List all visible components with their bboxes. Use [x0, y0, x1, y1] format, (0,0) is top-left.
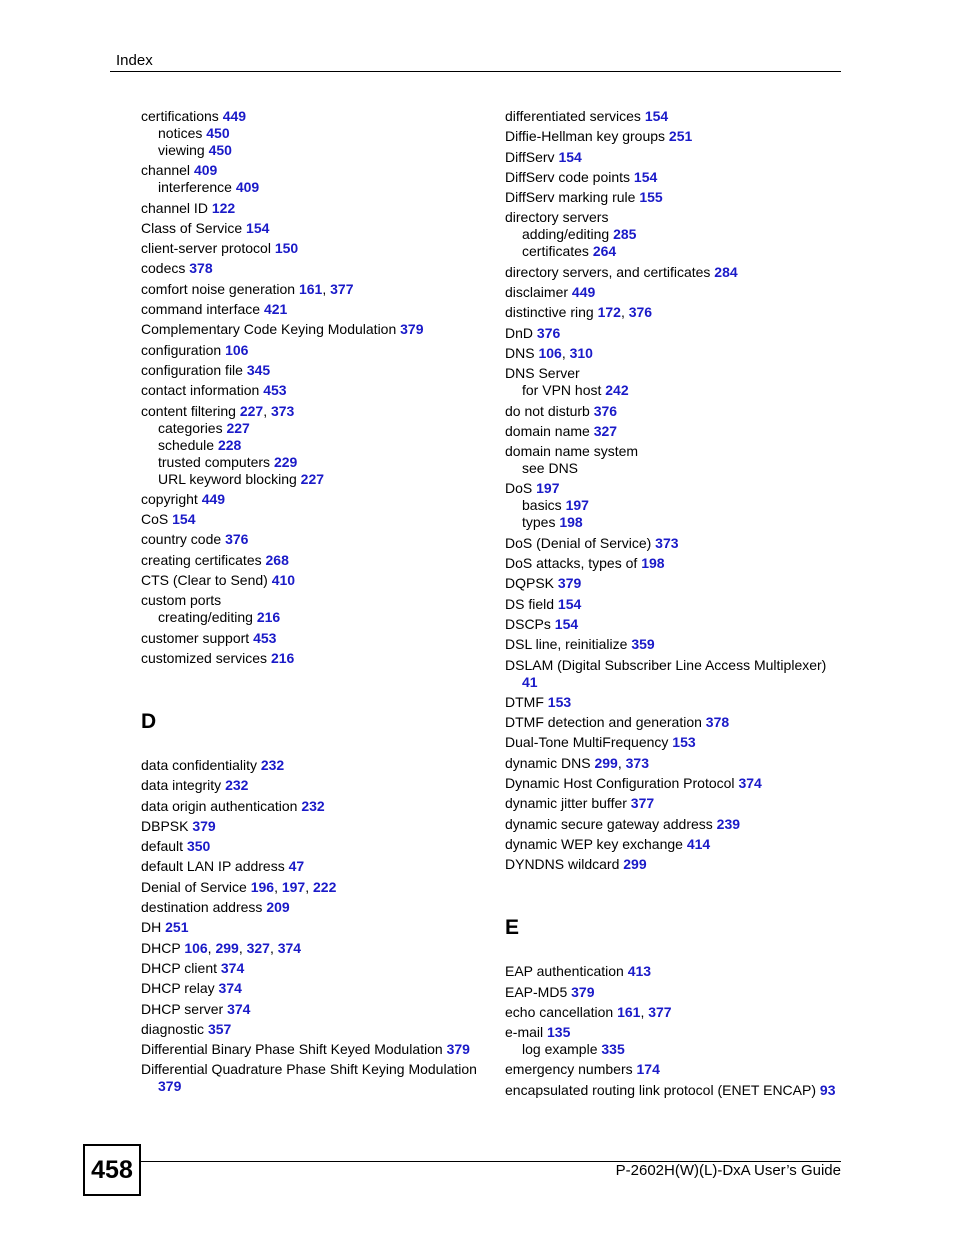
page-link[interactable]: 41: [522, 673, 538, 690]
index-entry: [505, 856, 845, 873]
index-term: e-mail: [505, 1024, 544, 1041]
index-subentry: [505, 243, 845, 260]
index-entry: [141, 630, 491, 647]
index-entry: [505, 365, 845, 382]
page-link[interactable]: 174: [636, 1061, 660, 1078]
index-term: DTMF detection and generation: [505, 714, 702, 731]
index-term: directory servers, and certificates: [505, 263, 711, 280]
page-link[interactable]: 227: [239, 402, 264, 419]
index-term: Denial of Service: [141, 878, 247, 895]
page-link[interactable]: 376: [628, 304, 653, 321]
index-term: DoS attacks, types of: [505, 555, 638, 572]
page-link[interactable]: 228: [217, 436, 242, 453]
index-entry: [141, 240, 491, 257]
index-subentry: [141, 420, 491, 437]
index-term: EAP authentication: [505, 963, 624, 980]
page-link[interactable]: 357: [207, 1020, 232, 1037]
index-term: customized services: [141, 649, 268, 666]
page-link[interactable]: 227: [300, 470, 325, 487]
index-entry: [141, 592, 491, 609]
index-entry: [141, 552, 491, 569]
index-term: DNS Server: [505, 365, 580, 382]
page-link[interactable]: 229: [273, 453, 298, 470]
index-term: command interface: [141, 301, 261, 318]
index-term: DoS (Denial of Service): [505, 534, 652, 551]
page-link[interactable]: 197: [565, 497, 589, 514]
page-link[interactable]: 378: [189, 260, 213, 277]
index-term: dynamic jitter buffer: [505, 795, 627, 812]
page-link[interactable]: 379: [557, 575, 582, 592]
index-term: default LAN IP address: [141, 858, 285, 875]
index-term: data origin authentication: [141, 797, 298, 814]
page-link[interactable]: 373: [625, 754, 649, 771]
index-term: content filtering: [141, 402, 236, 419]
index-entry: [141, 838, 491, 855]
page-link[interactable]: 197: [536, 480, 560, 497]
index-entry: [505, 734, 845, 751]
page-link[interactable]: 154: [172, 511, 196, 528]
page-link[interactable]: 154: [554, 615, 579, 632]
page-link[interactable]: 197: [281, 878, 306, 895]
page-link[interactable]: 216: [270, 649, 295, 666]
index-term: custom ports: [141, 592, 222, 609]
index-term: DHCP client: [141, 959, 217, 976]
page-link[interactable]: 198: [559, 514, 583, 531]
page-link[interactable]: 284: [714, 263, 738, 280]
page-link[interactable]: 299: [215, 939, 239, 956]
index-column-left: [141, 108, 491, 1099]
index-term: see DNS: [522, 460, 579, 477]
page-link[interactable]: 421: [263, 301, 288, 318]
index-subentry: [141, 437, 491, 454]
index-term: data integrity: [141, 777, 222, 794]
guide-title: P-2602H(W)(L)-DxA User’s Guide: [615, 1162, 841, 1179]
index-term: data confidentiality: [141, 756, 257, 773]
page-link[interactable]: 379: [192, 817, 216, 834]
page-link[interactable]: 106: [538, 344, 562, 361]
section-letter: D: [141, 709, 157, 733]
page-link[interactable]: 239: [716, 815, 741, 832]
index-term: copyright: [141, 490, 198, 507]
page-link[interactable]: 232: [260, 756, 285, 773]
index-entry: [505, 714, 845, 731]
page-link[interactable]: 154: [558, 148, 582, 165]
index-term: Class of Service: [141, 219, 243, 236]
index-entry: [505, 616, 845, 633]
index-term: differentiated services: [505, 108, 641, 124]
index-entry: [505, 169, 845, 186]
index-entry: [505, 403, 845, 420]
page-link[interactable]: 299: [623, 856, 647, 873]
index-subentry: [141, 125, 491, 142]
page-link[interactable]: 350: [186, 838, 211, 855]
page-link[interactable]: 154: [633, 168, 658, 185]
index-entry: [141, 362, 491, 379]
page-link[interactable]: 135: [547, 1024, 571, 1041]
index-entry: dynamic DNS 299, 373: [505, 754, 649, 771]
index-entry: [505, 149, 845, 166]
index-entry: [141, 220, 491, 237]
index-entry: [141, 321, 491, 338]
index-subentry: [505, 226, 845, 243]
page-link[interactable]: 377: [330, 280, 354, 297]
index-term: EAP-MD5: [505, 983, 568, 1000]
index-term: DSL line, reinitialize: [505, 636, 628, 653]
page-link[interactable]: 345: [246, 361, 271, 378]
index-term: DoS: [505, 480, 533, 497]
page-link[interactable]: 268: [265, 551, 289, 568]
index-entry: distinctive ring 172, 376: [505, 304, 653, 321]
index-term: viewing: [158, 142, 205, 158]
index-term: emergency numbers: [505, 1061, 633, 1078]
index-entry: [141, 260, 491, 277]
index-entry: [141, 200, 491, 217]
index-entry: [141, 798, 491, 815]
index-entry: [505, 480, 845, 497]
page-link[interactable]: 299: [594, 754, 618, 771]
index-subentry: [141, 142, 491, 159]
page-link[interactable]: 47: [288, 858, 305, 875]
page-link[interactable]: 377: [630, 795, 655, 812]
index-entry: [505, 1024, 845, 1041]
page-link[interactable]: 161: [298, 280, 323, 297]
index-term: directory servers: [505, 209, 609, 226]
index-term: schedule: [158, 436, 215, 453]
index-subentry: [141, 471, 491, 488]
index-subentry: [505, 514, 845, 531]
page-link[interactable]: 450: [206, 125, 230, 141]
page-link[interactable]: 172: [597, 304, 621, 321]
index-entry: [141, 858, 491, 875]
index-entry: [505, 1082, 845, 1099]
index-term: DHCP relay: [141, 980, 215, 997]
index-term: DS field: [505, 595, 555, 612]
page-link[interactable]: 379: [571, 983, 595, 1000]
index-term: domain name: [505, 422, 590, 439]
index-term: DnD: [505, 324, 534, 341]
page-link[interactable]: 122: [211, 199, 236, 216]
index-entry: [141, 511, 491, 528]
page-link[interactable]: 376: [225, 531, 249, 548]
page-link[interactable]: 449: [201, 490, 226, 507]
index-term: contact information: [141, 382, 260, 399]
section-letter: E: [505, 916, 520, 940]
index-term: Diffie-Hellman key groups: [505, 128, 666, 145]
index-subentry: [505, 382, 845, 399]
index-entry: [505, 325, 845, 342]
index-entry: [505, 284, 845, 301]
page-link[interactable]: 232: [225, 777, 249, 794]
index-entry: [141, 301, 491, 318]
page-link[interactable]: 359: [631, 636, 655, 653]
index-term: dynamic secure gateway address: [505, 815, 713, 832]
page-link[interactable]: 374: [277, 939, 302, 956]
page-link[interactable]: 377: [648, 1003, 672, 1020]
index-term: echo cancellation: [505, 1003, 614, 1020]
index-term: for VPN host: [522, 382, 602, 399]
page-link[interactable]: 251: [165, 919, 189, 936]
index-subentry: [505, 1041, 845, 1058]
index-entry: [505, 984, 845, 1001]
page-link[interactable]: 153: [672, 734, 696, 751]
index-entry: [141, 1021, 491, 1038]
page-link[interactable]: 379: [446, 1041, 470, 1058]
page-link[interactable]: 242: [605, 382, 629, 399]
index-term: DH: [141, 919, 162, 936]
page-link[interactable]: 376: [536, 324, 561, 341]
index-entry: [141, 1061, 491, 1095]
page-link[interactable]: 374: [227, 1000, 251, 1017]
index-term: disclaimer: [505, 284, 569, 301]
index-entry: [505, 443, 845, 460]
page-link[interactable]: 209: [266, 899, 290, 916]
page-link[interactable]: 310: [569, 344, 593, 361]
index-term: channel: [141, 162, 191, 179]
index-subentry: [505, 497, 845, 514]
index-entry: [505, 575, 845, 592]
page-link[interactable]: 376: [593, 402, 618, 419]
index-term: DiffServ: [505, 148, 555, 165]
page-link[interactable]: 327: [593, 422, 618, 439]
page-link[interactable]: 379: [158, 1078, 182, 1095]
page-link[interactable]: 154: [557, 595, 582, 612]
index-subentry: [141, 179, 491, 196]
index-term: DSCPs: [505, 615, 551, 632]
index-entry: [505, 816, 845, 833]
index-term: configuration file: [141, 361, 243, 378]
index-term: customer support: [141, 629, 250, 646]
index-term: creating/editing: [158, 609, 253, 626]
index-term: types: [522, 514, 556, 531]
page-link[interactable]: 374: [218, 980, 242, 997]
page-link[interactable]: 155: [639, 189, 663, 206]
index-entry: [505, 423, 845, 440]
index-term: distinctive ring: [505, 304, 594, 321]
index-term: interference: [158, 179, 232, 196]
index-entry: [505, 596, 845, 613]
index-column-right: [505, 108, 845, 1102]
index-term: DHCP server: [141, 1000, 224, 1017]
page-link[interactable]: 251: [668, 128, 693, 145]
index-term: Differential Quadrature Phase Shift Keying Modulation: [141, 1061, 477, 1078]
index-entry: [141, 382, 491, 399]
index-entry: [141, 1041, 491, 1058]
index-entry: [505, 836, 845, 853]
index-entry: [505, 1061, 845, 1078]
page-link[interactable]: 410: [271, 572, 296, 589]
index-entry: [505, 189, 845, 206]
index-term: adding/editing: [522, 226, 610, 243]
page-link[interactable]: 106: [184, 939, 208, 956]
header-rule: [110, 71, 841, 72]
page-link[interactable]: 378: [705, 714, 730, 731]
page-number: 458: [83, 1144, 141, 1196]
page-link[interactable]: 453: [253, 629, 277, 646]
index-term: domain name system: [505, 443, 639, 460]
page-link[interactable]: 379: [400, 321, 424, 338]
index-entry: [141, 491, 491, 508]
index-entry: [141, 342, 491, 359]
index-entry: [141, 919, 491, 936]
index-entry: [505, 108, 845, 125]
page-link[interactable]: 222: [313, 878, 337, 895]
index-term: log example: [522, 1041, 598, 1058]
index-term: certificates: [522, 243, 589, 260]
index-entry: [141, 960, 491, 977]
index-subentry: [141, 454, 491, 471]
index-term: CoS: [141, 511, 169, 528]
page-link[interactable]: 374: [738, 775, 762, 792]
page-link[interactable]: 414: [686, 835, 711, 852]
page-link[interactable]: 93: [819, 1081, 836, 1098]
index-entry: DHCP 106, 299, 327, 374: [141, 939, 302, 956]
index-entry: [141, 162, 491, 179]
index-term: codecs: [141, 260, 186, 277]
index-term: URL keyword blocking: [158, 470, 297, 487]
index-subentry: [141, 609, 491, 626]
index-entry: [505, 209, 845, 226]
index-term: trusted computers: [158, 453, 271, 470]
index-term: Dynamic Host Configuration Protocol: [505, 775, 735, 792]
index-term: dynamic WEP key exchange: [505, 835, 683, 852]
page-link[interactable]: 373: [270, 402, 295, 419]
index-term: Differential Binary Phase Shift Keyed Modulation: [141, 1041, 443, 1058]
index-term: Complementary Code Keying Modulation: [141, 321, 397, 338]
index-term: do not disturb: [505, 402, 590, 419]
index-entry: [141, 757, 491, 774]
page-link[interactable]: 161: [617, 1003, 641, 1020]
page-link[interactable]: 216: [256, 609, 281, 626]
index-term: creating certificates: [141, 551, 262, 568]
index-entry: echo cancellation 161, 377: [505, 1003, 672, 1020]
index-entry: DNS 106, 310: [505, 344, 593, 361]
index-term: DHCP: [141, 939, 181, 956]
index-entry: comfort noise generation 161, 377: [141, 280, 354, 297]
page-link[interactable]: 196: [250, 878, 275, 895]
index-entry: [505, 535, 845, 552]
index-entry: Denial of Service 196, 197, 222: [141, 878, 337, 895]
index-entry: [141, 1001, 491, 1018]
index-term: DNS: [505, 344, 535, 361]
page-link[interactable]: 450: [208, 142, 232, 158]
index-term: DTMF: [505, 693, 544, 710]
index-entry: content filtering 227, 373: [141, 402, 295, 419]
page-link[interactable]: 327: [246, 939, 270, 956]
index-term: basics: [522, 497, 562, 514]
index-term: DYNDNS wildcard: [505, 856, 620, 873]
index-term: comfort noise generation: [141, 280, 296, 297]
page-link[interactable]: 373: [655, 534, 679, 551]
index-term: certifications: [141, 108, 219, 124]
page-link[interactable]: 154: [644, 108, 669, 124]
index-entry: [505, 264, 845, 281]
page-link[interactable]: 409: [235, 179, 260, 196]
index-entry: [505, 657, 845, 691]
index-entry: [505, 963, 845, 980]
index-entry: [141, 531, 491, 548]
index-term: notices: [158, 125, 203, 141]
index-term: DBPSK: [141, 817, 189, 834]
index-entry: [505, 775, 845, 792]
index-entry: [141, 980, 491, 997]
page-link[interactable]: 335: [601, 1041, 625, 1058]
page-link[interactable]: 453: [263, 382, 287, 399]
page-link[interactable]: 264: [592, 243, 617, 260]
index-entry: [141, 777, 491, 794]
index-term: Dual-Tone MultiFrequency: [505, 734, 669, 751]
index-term: dynamic DNS: [505, 754, 591, 771]
index-entry: [141, 108, 491, 125]
page-link[interactable]: 150: [274, 240, 299, 257]
index-term: DSLAM (Digital Subscriber Line Access Multiplexer): [505, 656, 827, 673]
index-entry: [141, 818, 491, 835]
index-entry: [505, 128, 845, 145]
page-link[interactable]: 227: [226, 419, 250, 436]
index-term: DiffServ marking rule: [505, 189, 636, 206]
index-term: DiffServ code points: [505, 168, 631, 185]
index-entry: [141, 650, 491, 667]
index-term: DQPSK: [505, 575, 555, 592]
index-term: destination address: [141, 899, 263, 916]
index-entry: [141, 899, 491, 916]
index-term: categories: [158, 419, 223, 436]
index-entry: [505, 636, 845, 653]
page-link[interactable]: 413: [627, 963, 652, 980]
page-link[interactable]: 154: [246, 219, 270, 236]
index-term: diagnostic: [141, 1020, 205, 1037]
index-term: default: [141, 838, 184, 855]
page-link[interactable]: 374: [220, 959, 245, 976]
index-term: client-server protocol: [141, 240, 271, 257]
page-link[interactable]: 106: [225, 341, 249, 358]
index-subentry: [505, 460, 845, 477]
index-entry: [141, 572, 491, 589]
index-entry: [505, 795, 845, 812]
page-link[interactable]: 285: [613, 226, 637, 243]
index-term: country code: [141, 531, 222, 548]
index-entry: [505, 694, 845, 711]
index-entry: [505, 555, 845, 572]
page-link[interactable]: 449: [571, 284, 596, 301]
index-term: channel ID: [141, 199, 208, 216]
running-header: Index: [116, 52, 153, 69]
page-link[interactable]: 449: [222, 108, 247, 124]
index-term: CTS (Clear to Send): [141, 572, 268, 589]
page-link[interactable]: 153: [547, 693, 572, 710]
page-link[interactable]: 409: [193, 162, 218, 179]
page-link[interactable]: 232: [301, 797, 325, 814]
index-term: configuration: [141, 341, 222, 358]
index-term: encapsulated routing link protocol (ENET ENCAP): [505, 1081, 817, 1098]
page-link[interactable]: 198: [641, 555, 665, 572]
